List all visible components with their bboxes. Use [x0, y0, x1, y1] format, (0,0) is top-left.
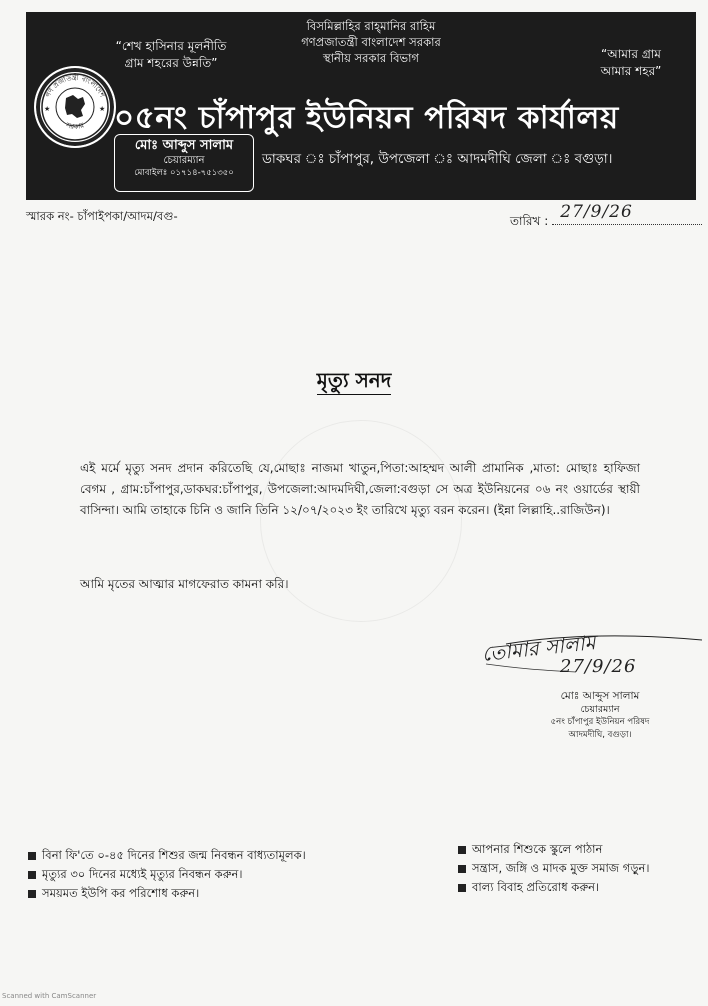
bismillah-text: বিসমিল্লাহির রাহ্‌মানির রাহিম [306, 19, 436, 33]
date-handwritten: 27/9/26 [560, 202, 633, 222]
square-bullet-icon [28, 871, 36, 879]
footer-note [458, 859, 649, 878]
office-title: ০৫নং চাঁপাপুর ইউনিয়ন পরিষদ কার্যালয় [114, 100, 619, 136]
signatory-name: মোঃ আব্দুস সালাম [560, 690, 640, 702]
svg-text:গণ প্রজাতন্ত্রী বাংলাদেশ [44, 73, 106, 99]
seal-text-top: গণ প্রজাতন্ত্রী বাংলাদেশ [44, 73, 106, 99]
slogan-left-line-2: গ্রাম শহরের উন্নতি” [124, 56, 218, 70]
signature-date: 27/9/26 [560, 656, 637, 677]
footer-note-text: মৃত্যুর ৩০ দিনের মধ্যেই মৃত্যুর নিবন্ধন করুন। [42, 867, 243, 881]
footer-note-text: সময়মত ইউপি কর পরিশোধ করুন। [42, 886, 200, 900]
slogan-right-line-2: আমার শহর” [600, 64, 662, 78]
slogan-left [96, 38, 246, 72]
date-field [510, 202, 702, 233]
footer-note [458, 878, 649, 897]
footer-notes-right [458, 840, 649, 897]
signatory-role: চেয়ারম্যান [580, 704, 620, 715]
chairman-name: মোঃ আব্দুস সালাম [134, 138, 234, 153]
date-dotted-line [552, 202, 702, 225]
government-seal-icon [34, 66, 116, 148]
memo-reference: স্মারক নং- চাঁপাইপকা/আদম/বগু- [26, 209, 178, 223]
handwritten-signature [476, 630, 706, 690]
footer-note-text: বিনা ফি'তে ০-৪৫ দিনের শিশুর জন্ম নিবন্ধন বাধ্যতামূলক। [42, 848, 306, 862]
certificate-closing: আমি মৃতের আত্মার মাগফেরাত কামনা করি। [80, 577, 289, 591]
slogan-right [566, 46, 696, 80]
svg-text:★: ★ [44, 105, 51, 113]
date-label: তারিখ : [510, 214, 549, 228]
footer-note [28, 846, 306, 865]
square-bullet-icon [458, 884, 466, 892]
government-name: গণপ্রজাতন্ত্রী বাংলাদেশ সরকার [301, 35, 441, 49]
svg-text:★: ★ [99, 105, 106, 113]
scanner-watermark: Scanned with CamScanner [2, 992, 97, 1000]
certificate-heading-text: মৃত্যু সনদ [317, 368, 392, 395]
chairman-role: চেয়ারম্যান [163, 155, 205, 166]
footer-note-text: আপনার শিশুকে স্কুলে পাঠান [472, 842, 603, 856]
footer-note-text: সন্ত্রাস, জঙ্গি ও মাদক মুক্ত সমাজ গড়ুন। [472, 861, 650, 875]
chairman-mobile: মোবাইলঃ ০১৭১৪-৭৫১৩৫০ [134, 168, 234, 178]
office-address: ডাকঘর ঃ চাঁপাপুর, উপজেলা ঃ আদমদীঘি জেলা ঃ বগুড়া। [262, 151, 613, 167]
footer-note-text: বাল্য বিবাহ প্রতিরোধ করুন। [472, 880, 600, 894]
slogan-left-line-1: “শেখ হাসিনার মূলনীতি [115, 39, 227, 53]
square-bullet-icon [458, 865, 466, 873]
slogan-right-line-1: “আমার গ্রাম [601, 47, 661, 61]
square-bullet-icon [28, 890, 36, 898]
square-bullet-icon [28, 852, 36, 860]
footer-note [28, 884, 306, 903]
signatory-block [520, 690, 680, 742]
footer-note [28, 865, 306, 884]
signatory-location: আদমদীঘি, বগুড়া। [568, 730, 632, 740]
faint-background-seal [260, 420, 462, 622]
square-bullet-icon [458, 846, 466, 854]
signature-scrawl: তোমার সালাম [480, 630, 597, 666]
certificate-heading [0, 366, 708, 399]
footer-note [458, 840, 649, 859]
division-name: স্থানীয় সরকার বিভাগ [323, 51, 419, 65]
certificate-body: এই মর্মে মৃত্যু সনদ প্রদান করিতেছি যে,মোছাঃ নাজমা খাতুন,পিতা:আহম্মদ আলী প্রামানিক ,মাতা: মোছাঃ হাফিজা বেগম , গ্রাম:চাঁপাপুর,ডাকঘর:চাঁপাপুর, উপজেলা:আদমদিঘী,জেলা:বগুড়া সে অত্র ইউনিয়নের ০৬ নং ওয়ার্ডের স্থায়ী বাসিন্দা। আমি তাহাকে চিনি ও জানি তিনি ১২/০৭/২০২৩ ইং তারিখে মৃত্যু বরন করেন। (ইন্না লিল্লাহি..রাজিউন)। [80, 461, 640, 517]
chairman-box [114, 134, 254, 192]
footer-notes-left [28, 846, 306, 903]
svg-text:সরকার [64, 121, 85, 131]
seal-text-bottom: সরকার [64, 121, 86, 132]
letterhead-banner [26, 12, 696, 200]
signatory-office: ৫নং চাঁপাপুর ইউনিয়ন পরিষদ [550, 717, 650, 727]
